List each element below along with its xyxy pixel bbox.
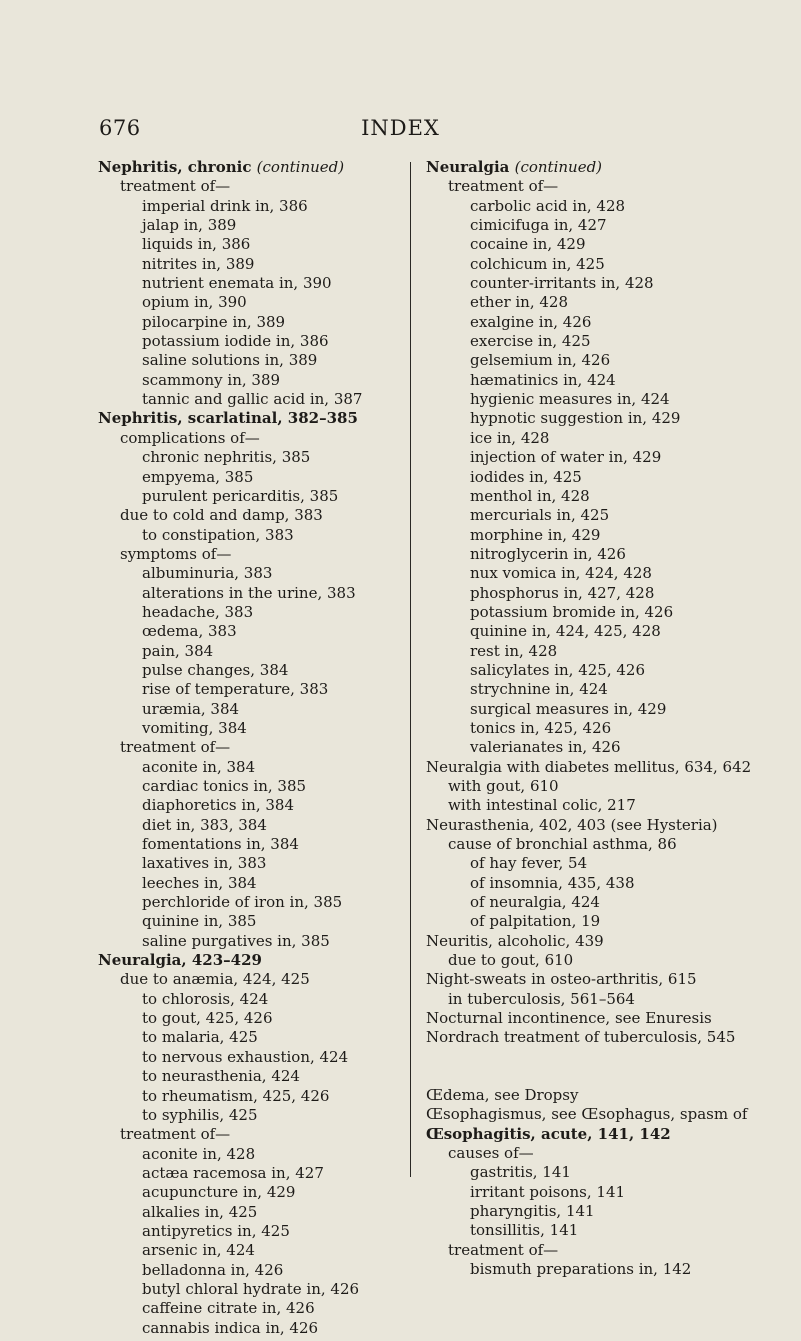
- index-entry-text: caffeine citrate in, 426: [142, 1299, 315, 1318]
- index-entry-text: complications of—: [120, 428, 260, 447]
- index-entry-text: to gout, 425, 426: [142, 1009, 273, 1028]
- index-subentry: [426, 216, 776, 235]
- index-heading: [98, 158, 438, 177]
- index-entry-text: butyl chloral hydrate in, 426: [142, 1279, 360, 1298]
- index-subentry: [98, 1106, 438, 1125]
- index-entry-text: jalap in, 389: [142, 216, 237, 235]
- index-entry-text: bismuth preparations in, 142: [470, 1259, 692, 1278]
- index-subentry: [98, 332, 438, 351]
- index-subentry: [98, 603, 438, 622]
- index-subentry: [98, 1280, 438, 1299]
- index-entry-text: strychnine in, 424: [470, 680, 608, 699]
- index-entry-text: nutrient enemata in, 390: [142, 274, 332, 293]
- index-entry-text: Nocturnal incontinence, see Enuresis: [426, 1009, 712, 1028]
- index-entry-text: to chlorosis, 424: [142, 989, 269, 1008]
- index-subentry: [98, 1087, 438, 1106]
- index-subentry: [98, 351, 438, 370]
- index-subentry: [426, 1241, 776, 1260]
- index-entry-text: Nordrach treatment of tuberculosis, 545: [426, 1028, 736, 1047]
- index-entry-text: belladonna in, 426: [142, 1260, 284, 1279]
- index-entry-text: surgical measures in, 429: [470, 699, 667, 718]
- index-entry-text: gelsemium in, 426: [470, 351, 611, 370]
- index-heading: [426, 1125, 776, 1144]
- index-entry-text: cannabis indica in, 426: [142, 1318, 319, 1337]
- index-subentry: [426, 429, 776, 448]
- index-subentry: [98, 1067, 438, 1086]
- index-subentry: [98, 429, 438, 448]
- index-heading: [426, 816, 776, 835]
- index-entry-text: valerianates in, 426: [470, 738, 621, 757]
- index-subentry: [98, 661, 438, 680]
- index-heading: [426, 1086, 776, 1105]
- index-subentry: [98, 197, 438, 216]
- index-subentry: [98, 622, 438, 641]
- index-subentry: [426, 274, 776, 293]
- index-entry-text: due to gout, 610: [448, 951, 574, 970]
- index-subentry: [426, 912, 776, 931]
- index-entry-text: cause of bronchial asthma, 86: [448, 835, 677, 854]
- index-entry-text: of insomnia, 435, 438: [470, 873, 635, 892]
- index-entry-text: ether in, 428: [470, 293, 569, 312]
- index-entry-text: pilocarpine in, 389: [142, 312, 286, 331]
- index-subentry: [98, 1261, 438, 1280]
- index-entry-text: rise of temperature, 383: [142, 680, 329, 699]
- index-entry-text: potassium bromide in, 426: [470, 602, 674, 621]
- index-entry-text: to syphilis, 425: [142, 1105, 258, 1124]
- index-entry-text: Neuritis, alcoholic, 439: [426, 931, 604, 950]
- index-entry-text: due to anæmia, 424, 425: [120, 970, 310, 989]
- index-entry-text: hæmatinics in, 424: [470, 370, 616, 389]
- index-entry-text: tonics in, 425, 426: [470, 718, 612, 737]
- index-heading: [426, 158, 776, 177]
- index-subentry: [98, 545, 438, 564]
- index-entry-text: Neuralgia with diabetes mellitus, 634, 642: [426, 757, 752, 776]
- page-number: 676: [99, 116, 141, 140]
- index-subentry: [426, 448, 776, 467]
- index-subentry: [98, 487, 438, 506]
- index-subentry: [426, 197, 776, 216]
- index-subentry: [426, 506, 776, 525]
- index-subentry: [426, 293, 776, 312]
- index-subentry: [98, 1241, 438, 1260]
- index-entry-text: chronic nephritis, 385: [142, 448, 311, 467]
- index-subentry: [426, 371, 776, 390]
- index-entry-text: fomentations in, 384: [142, 835, 299, 854]
- index-entry-text: due to cold and damp, 383: [120, 506, 323, 525]
- index-entry-text: diet in, 383, 384: [142, 815, 267, 834]
- index-entry-text: with gout, 610: [448, 777, 559, 795]
- index-subentry: [98, 584, 438, 603]
- index-subentry: [98, 235, 438, 254]
- index-subentry: [98, 274, 438, 293]
- index-subentry: [426, 332, 776, 351]
- index-subentry: [98, 1028, 438, 1047]
- index-entry-text: nitroglycerin in, 426: [470, 544, 626, 563]
- index-subentry: [98, 255, 438, 274]
- index-subentry: [426, 642, 776, 661]
- index-entry-text: carbolic acid in, 428: [470, 196, 626, 215]
- index-entry-text: Œdema, see Dropsy: [426, 1085, 579, 1104]
- index-subentry: [426, 622, 776, 641]
- section-gap: [426, 1048, 776, 1086]
- index-entry-text: laxatives in, 383: [142, 854, 267, 873]
- index-subentry: [98, 1164, 438, 1183]
- index-entry-text: saline solutions in, 389: [142, 351, 318, 370]
- index-heading: [98, 951, 438, 970]
- index-entry-text: empyema, 385: [142, 467, 254, 486]
- index-subentry: [426, 1260, 776, 1279]
- index-entry-text: ice in, 428: [470, 428, 550, 447]
- index-subentry: [426, 796, 776, 815]
- index-entry-text: alkalies in, 425: [142, 1202, 258, 1221]
- index-entry-text: iodides in, 425: [470, 467, 582, 486]
- index-entry-text: leeches in, 384: [142, 873, 257, 892]
- index-entry-text: Night-sweats in osteo-arthritis, 615: [426, 970, 697, 989]
- index-subentry: [98, 893, 438, 912]
- index-entry-text: pain, 384: [142, 641, 214, 660]
- index-subentry: [98, 448, 438, 467]
- index-subentry: [426, 177, 776, 196]
- index-entry-text: with intestinal colic, 217: [448, 796, 636, 815]
- index-entry-text: headache, 383: [142, 602, 254, 621]
- index-entry-text: Œsophagitis, acute, 141, 142: [426, 1124, 671, 1143]
- index-heading: [426, 758, 776, 777]
- index-entry-text: gastritis, 141: [470, 1163, 571, 1182]
- index-entry-text: Œsophagismus, see Œsophagus, spasm of: [426, 1105, 748, 1124]
- index-subentry: [98, 390, 438, 409]
- index-entry-text: cardiac tonics in, 385: [142, 777, 307, 795]
- index-entry-text: to neurasthenia, 424: [142, 1067, 300, 1086]
- index-entry-text: quinine in, 385: [142, 912, 257, 931]
- index-heading: [426, 932, 776, 951]
- index-subentry: [426, 313, 776, 332]
- index-entry-text: cocaine in, 429: [470, 235, 586, 254]
- index-entry-text: hygienic measures in, 424: [470, 390, 670, 409]
- index-entry-text: antipyretics in, 425: [142, 1221, 290, 1240]
- index-subentry: [98, 526, 438, 545]
- index-entry-text: mercurials in, 425: [470, 506, 610, 525]
- index-subentry: [98, 777, 438, 796]
- index-subentry: [426, 738, 776, 757]
- index-entry-text: treatment of—: [448, 1240, 559, 1259]
- index-entry-text: diaphoretics in, 384: [142, 796, 294, 815]
- index-entry-text: counter-irritants in, 428: [470, 274, 654, 293]
- index-subentry: [98, 506, 438, 525]
- index-subentry: [426, 526, 776, 545]
- index-entry-text: hypnotic suggestion in, 429: [470, 409, 681, 428]
- index-subentry: [426, 719, 776, 738]
- index-entry-text: of palpitation, 19: [470, 912, 601, 931]
- index-entry-text: tonsillitis, 141: [470, 1221, 579, 1240]
- index-subentry: [426, 235, 776, 254]
- index-subentry: [98, 1299, 438, 1318]
- index-entry-text: to rheumatism, 425, 426: [142, 1086, 330, 1105]
- index-heading: [426, 1105, 776, 1124]
- index-entry-text: treatment of—: [120, 738, 231, 757]
- index-entry-text: potassium iodide in, 386: [142, 332, 329, 351]
- page-title: INDEX: [361, 116, 440, 140]
- index-entry-text: in tuberculosis, 561–564: [448, 989, 635, 1008]
- index-entry-text: quinine in, 424, 425, 428: [470, 622, 661, 641]
- index-entry-text: treatment of—: [120, 1125, 231, 1144]
- index-entry-text: Neuralgia: [426, 158, 515, 176]
- index-entry-text: symptoms of—: [120, 544, 232, 563]
- index-subentry: [426, 603, 776, 622]
- index-subentry: [426, 564, 776, 583]
- index-entry-text: exercise in, 425: [470, 332, 591, 351]
- index-entry-text: uræmia, 384: [142, 699, 240, 718]
- index-subentry: [426, 390, 776, 409]
- index-entry-text: Neurasthenia, 402, 403 (see Hysteria): [426, 815, 718, 834]
- index-subentry: [426, 255, 776, 274]
- index-heading: [426, 1028, 776, 1047]
- index-subentry: [98, 932, 438, 951]
- index-entry-text: Neuralgia, 423–429: [98, 951, 262, 970]
- index-subentry: [98, 1145, 438, 1164]
- index-column-left: [98, 158, 438, 1338]
- index-entry-text: injection of water in, 429: [470, 448, 662, 467]
- index-entry-text: nitrites in, 389: [142, 254, 255, 273]
- index-entry-text: acupuncture in, 429: [142, 1183, 296, 1202]
- index-subentry: [426, 854, 776, 873]
- index-entry-text: pulse changes, 384: [142, 660, 289, 679]
- index-entry-text: arsenic in, 424: [142, 1241, 255, 1260]
- index-entry-text: of neuralgia, 424: [470, 893, 600, 912]
- index-entry-text: aconite in, 384: [142, 757, 256, 776]
- index-entry-text: to malaria, 425: [142, 1028, 258, 1047]
- index-entry-text: Nephritis, scarlatinal, 382–385: [98, 409, 358, 428]
- index-subentry: [98, 293, 438, 312]
- index-subentry: [98, 1048, 438, 1067]
- index-subentry: [426, 584, 776, 603]
- index-subentry: [98, 796, 438, 815]
- index-entry-text: Nephritis, chronic: [98, 158, 257, 176]
- index-entry-text: irritant poisons, 141: [470, 1182, 626, 1201]
- index-subentry: [426, 777, 776, 796]
- index-subentry: [426, 1144, 776, 1163]
- index-entry-text: cimicifuga in, 427: [470, 216, 607, 235]
- index-entry-text: exalgine in, 426: [470, 312, 592, 331]
- index-entry-text: pharyngitis, 141: [470, 1201, 595, 1220]
- index-entry-text: to nervous exhaustion, 424: [142, 1047, 349, 1066]
- index-subentry: [98, 680, 438, 699]
- index-entry-text: phosphorus in, 427, 428: [470, 583, 655, 602]
- index-subentry: [98, 816, 438, 835]
- index-subentry: [98, 313, 438, 332]
- index-entry-text: morphine in, 429: [470, 525, 601, 544]
- index-subentry: [98, 854, 438, 873]
- index-subentry: [426, 1202, 776, 1221]
- index-entry-text: tannic and gallic acid in, 387: [142, 390, 363, 409]
- index-entry-text: imperial drink in, 386: [142, 196, 308, 215]
- index-subentry: [98, 835, 438, 854]
- index-subentry: [426, 409, 776, 428]
- index-entry-text: aconite in, 428: [142, 1144, 256, 1163]
- index-entry-text: menthol in, 428: [470, 486, 590, 505]
- index-subentry: [426, 1221, 776, 1240]
- index-entry-text: saline purgatives in, 385: [142, 931, 330, 950]
- index-subentry: [98, 371, 438, 390]
- index-subentry: [426, 1183, 776, 1202]
- index-subentry: [98, 1009, 438, 1028]
- index-subentry: [98, 1183, 438, 1202]
- index-entry-text: opium in, 390: [142, 293, 247, 312]
- index-subentry: [98, 1222, 438, 1241]
- index-subentry: [98, 1319, 438, 1338]
- index-entry-text: perchloride of iron in, 385: [142, 893, 343, 912]
- index-subentry: [98, 738, 438, 757]
- index-subentry: [98, 912, 438, 931]
- index-subentry: [426, 487, 776, 506]
- index-subentry: [98, 874, 438, 893]
- index-entry-text: of hay fever, 54: [470, 854, 588, 873]
- index-heading: [426, 1009, 776, 1028]
- index-entry-text: alterations in the urine, 383: [142, 583, 356, 602]
- continued-note: (continued): [514, 158, 603, 176]
- index-heading: [426, 970, 776, 989]
- column-divider: [410, 162, 411, 1177]
- index-subentry: [98, 990, 438, 1009]
- index-subentry: [426, 835, 776, 854]
- index-entry-text: salicylates in, 425, 426: [470, 660, 646, 679]
- index-subentry: [426, 874, 776, 893]
- index-subentry: [426, 468, 776, 487]
- index-subentry: [98, 970, 438, 989]
- index-column-right: [426, 158, 776, 1279]
- index-subentry: [98, 216, 438, 235]
- index-subentry: [426, 661, 776, 680]
- index-subentry: [98, 1203, 438, 1222]
- index-subentry: [98, 642, 438, 661]
- index-entry-text: colchicum in, 425: [470, 254, 605, 273]
- index-entry-text: œdema, 383: [142, 622, 237, 641]
- index-entry-text: vomiting, 384: [142, 718, 247, 737]
- index-subentry: [426, 700, 776, 719]
- index-entry-text: to constipation, 383: [142, 525, 294, 544]
- index-subentry: [98, 177, 438, 196]
- index-subentry: [98, 700, 438, 719]
- index-entry-text: treatment of—: [120, 177, 231, 196]
- index-heading: [98, 409, 438, 428]
- index-subentry: [426, 351, 776, 370]
- index-entry-text: liquids in, 386: [142, 235, 251, 254]
- index-subentry: [426, 951, 776, 970]
- index-entry-text: rest in, 428: [470, 641, 558, 660]
- continued-note: (continued): [256, 158, 345, 176]
- index-subentry: [98, 719, 438, 738]
- index-entry-text: treatment of—: [448, 177, 559, 196]
- index-subentry: [98, 564, 438, 583]
- index-entry-text: scammony in, 389: [142, 370, 281, 389]
- index-subentry: [98, 758, 438, 777]
- index-subentry: [426, 545, 776, 564]
- index-subentry: [426, 893, 776, 912]
- index-subentry: [426, 680, 776, 699]
- index-entry-text: actæa racemosa in, 427: [142, 1163, 324, 1182]
- index-entry-text: purulent pericarditis, 385: [142, 486, 339, 505]
- index-subentry: [426, 990, 776, 1009]
- index-entry-text: albuminuria, 383: [142, 564, 273, 583]
- index-subentry: [426, 1163, 776, 1182]
- index-subentry: [98, 1125, 438, 1144]
- index-entry-text: nux vomica in, 424, 428: [470, 564, 652, 583]
- index-subentry: [98, 468, 438, 487]
- index-entry-text: causes of—: [448, 1143, 534, 1162]
